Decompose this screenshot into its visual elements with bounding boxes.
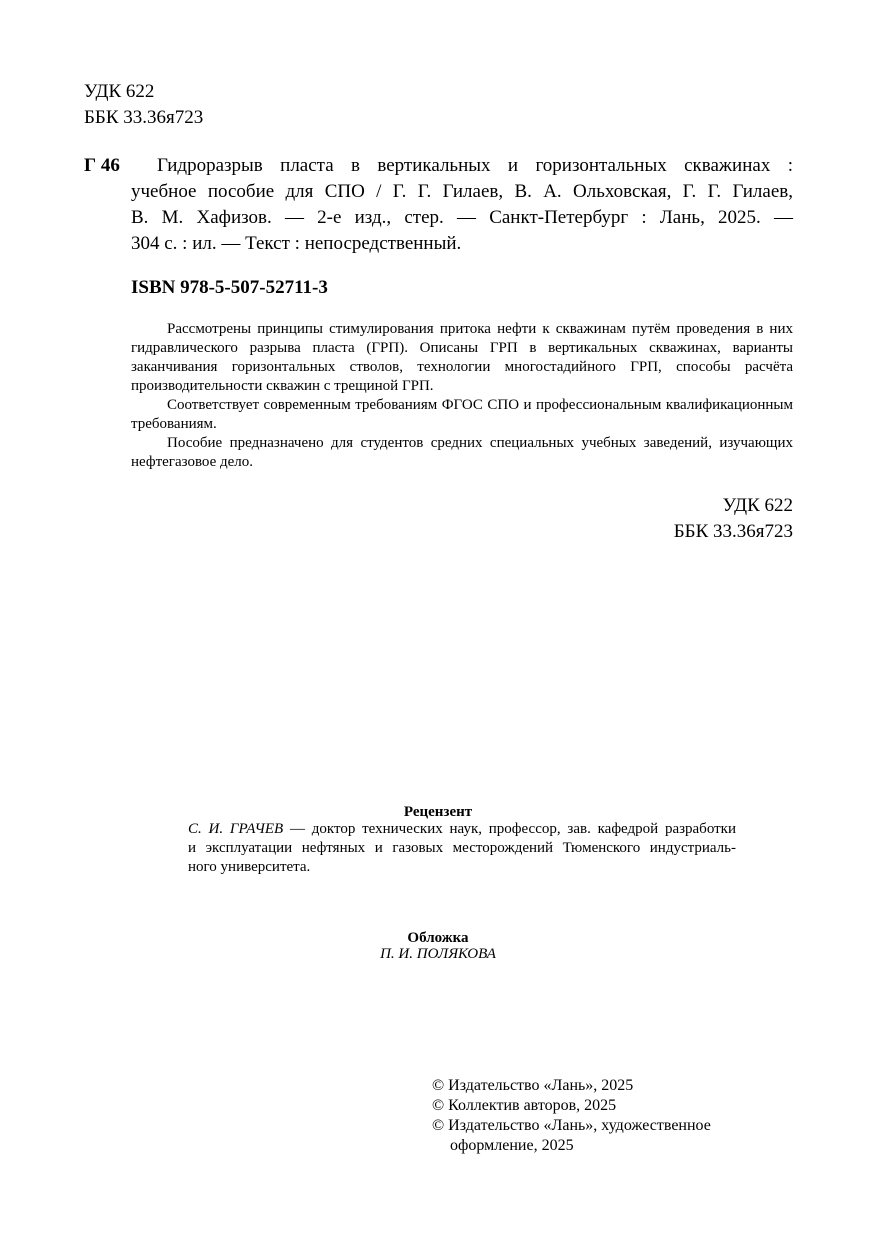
bib-line: В. М. Хафизов. — 2-е изд., стер. — Санкт-Петербург : Лань, 2025. —: [131, 207, 793, 228]
udk-code: УДК 622: [722, 495, 793, 516]
bib-line: учебное пособие для СПО / Г. Г. Гилаев, В. А. Ольховская, Г. Г. Гилаев,: [131, 181, 793, 202]
reviewer-line: [188, 820, 736, 839]
udk-code: УДК 622: [84, 81, 155, 102]
reviewer-name: С. И. ГРАЧЕВ: [188, 821, 284, 837]
copyright-block: [432, 1076, 792, 1156]
bib-line: Гидроразрыв пласта в вертикальных и горизонтальных скважинах :: [157, 155, 793, 176]
annotation-paragraph: Пособие предназначено для студентов средних специальных учебных заведений, изучающих нефтегазовое дело.: [131, 435, 793, 470]
copyright-line: © Издательство «Лань», 2025: [432, 1077, 634, 1094]
bibliographic-description: [131, 153, 793, 257]
udk-block-top: [84, 79, 203, 131]
reviewer-line: ного университета.: [188, 859, 311, 875]
cover-designer: П. И. ПОЛЯКОВА: [380, 946, 496, 962]
copyright-line: оформление, 2025: [450, 1137, 574, 1154]
isbn: ISBN 978-5-507-52711-3: [131, 277, 328, 298]
bib-line: 304 с. : ил. — Текст : непосредственный.: [131, 233, 462, 254]
annotation-paragraph: Рассмотрены принципы стимулирования притока нефти к скважинам путём проведения в них гидравлического разрыва пласта (ГРП). Описаны ГРП в вертикальных скважинах, варианты заканчивания горизонтальных стволов, технологии многостадийного ГРП, способы расчёта производительности скважин с трещиной ГРП.: [131, 321, 793, 394]
annotation-paragraph: Соответствует современным требованиям ФГОС СПО и профессиональным квалификационным требованиям.: [131, 397, 793, 432]
bbk-code: ББК 33.36я723: [84, 107, 204, 128]
reviewer-text: [188, 820, 736, 877]
reviewer-heading: Рецензент: [403, 804, 473, 820]
reviewer-credentials: — доктор технических наук, профессор, зав. кафедрой разработки: [283, 821, 736, 837]
cover-heading: Обложка: [407, 930, 469, 946]
bbk-code: ББК 33.36я723: [673, 521, 793, 542]
copyright-line: © Издательство «Лань», художественное: [432, 1117, 711, 1134]
udk-block-bottom: [600, 493, 793, 545]
annotation: [131, 320, 793, 472]
copyright-line: © Коллектив авторов, 2025: [432, 1097, 617, 1114]
reviewer-line: и эксплуатации нефтяных и газовых месторождений Тюменского индустриаль-: [188, 840, 736, 856]
author-mark: Г 46: [84, 155, 120, 176]
